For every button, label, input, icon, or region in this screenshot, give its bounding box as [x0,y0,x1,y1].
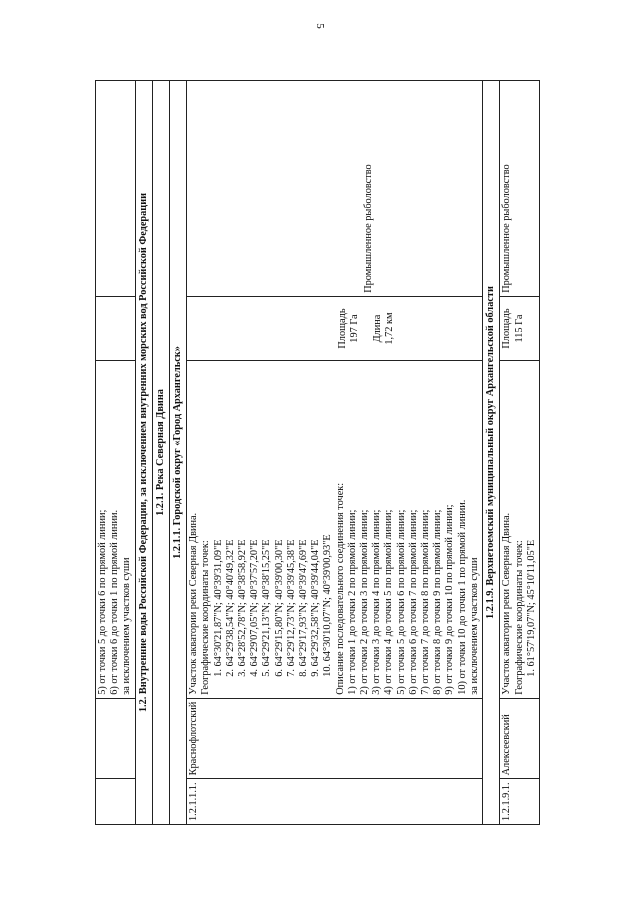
table-row [500,81,540,825]
area-value: 197 Га [349,314,361,343]
coord-item: 7. 64°29'12,73"N; 40°39'45,38"E [285,539,297,677]
subsection-heading: 1.2.1. Река Северная Двина [152,81,169,825]
coord-item: 1. 61°57'19,07"N; 45°10'11,05"E [525,539,537,677]
connection-item: 8) от точки 8 до точки 9 по прямой линии; [432,509,444,695]
connection-item: 9) от точки 9 до точки 10 по прямой линии; [444,504,456,695]
district-heading-row [483,81,500,825]
description-label: Описание последовательного соединения точек: [334,482,346,695]
subsection-heading-row [152,81,169,825]
coord-item: 1. 64°30'21,87"N; 40°39'31,09"E [212,539,224,677]
area-value: 115 Га [513,314,525,343]
district-heading-row [170,81,187,825]
connection-item: 1) от точки 1 до точки 2 по прямой линии; [346,509,358,695]
area-title: Участок акватории реки Северная Двина. [501,512,513,695]
row-usage: Промышленное рыболовство [187,81,483,297]
area-label: Площадь [501,308,513,349]
row-usage: Промышленное рыболовство [500,81,540,297]
connection-item: 7) от точки 7 до точки 8 по прямой линии; [420,509,432,695]
coord-item: 4. 64°29'07,05"N; 40°37'57,20"E [249,539,261,677]
coords-list [526,364,538,695]
row-number: 1.2.1.1.1. [187,779,483,825]
area-label: Площадь [337,308,349,349]
coords-label: Географические координаты точек: [513,540,525,695]
connection-item: 5) от точки 5 до точки 6 по прямой линии; [395,509,407,695]
coord-item: 2. 64°29'38,54"N; 40°40'49,32"E [224,539,236,677]
coords-label: Географические координаты точек: [200,540,212,695]
row-number: 1.2.1.9.1. [500,779,540,825]
page-number: 5 [314,23,326,29]
section-heading-row [135,81,152,825]
connection-item: 2) от точки 2 до точки 3 по прямой линии; [359,509,371,695]
row-description [500,361,540,699]
row-size [500,296,540,360]
connection-item: 10) от точки 10 до точки 1 по прямой линии. [456,499,468,695]
coord-item: 6. 64°29'15,80"N; 40°39'00,30"E [273,539,285,677]
table-row [187,81,483,825]
fishing-areas-table [95,80,540,825]
table-row-continuation [96,81,136,825]
coord-item: 10. 64°30'10,07"N; 40°39'00,93"E [322,534,334,677]
row-description [187,361,483,699]
section-heading: 1.2. Внутренние воды Российской Федерации, за исключением внутренних морских вод Российской Федерации [135,81,152,825]
coord-item: 8. 64°29'17,93"N; 40°39'47,69"E [298,539,310,677]
row-district: Алексеевский [500,698,540,779]
row-size [187,296,483,360]
coord-item: 3. 64°28'52,78"N; 40°38'58,92"E [237,539,249,677]
coords-list [213,364,335,695]
coord-item: 5. 64°29'21,13"N; 40°38'15,25"E [261,539,273,677]
continuation-text: 5) от точки 5 до точки 6 по прямой линии; 6) от точки 6 до точки 1 по прямой линии. за исключением участков суши [96,361,136,699]
connection-item: 4) от точки 4 до точки 5 по прямой линии; [383,509,395,695]
exclusion-note: за исключением участков суши [468,557,480,695]
row-district: Краснофлотский [187,698,483,779]
coord-item: 9. 64°29'32,58"N; 40°39'44,04"E [310,539,322,677]
rotated-table-sheet [95,80,595,825]
area-title: Участок акватории реки Северная Двина. [188,512,200,695]
connection-item: 3) от точки 3 до точки 4 по прямой линии; [371,509,383,695]
connection-item: 6) от точки 6 до точки 7 по прямой линии; [407,509,419,695]
length-label: Длина [371,314,383,343]
district-heading: 1.2.1.1. Городской округ «Город Архангельск» [170,81,187,825]
district-heading: 1.2.1.9. Верхнетоемский муниципальный округ Архангельской области [483,81,500,825]
length-value: 1,72 км [383,312,395,345]
